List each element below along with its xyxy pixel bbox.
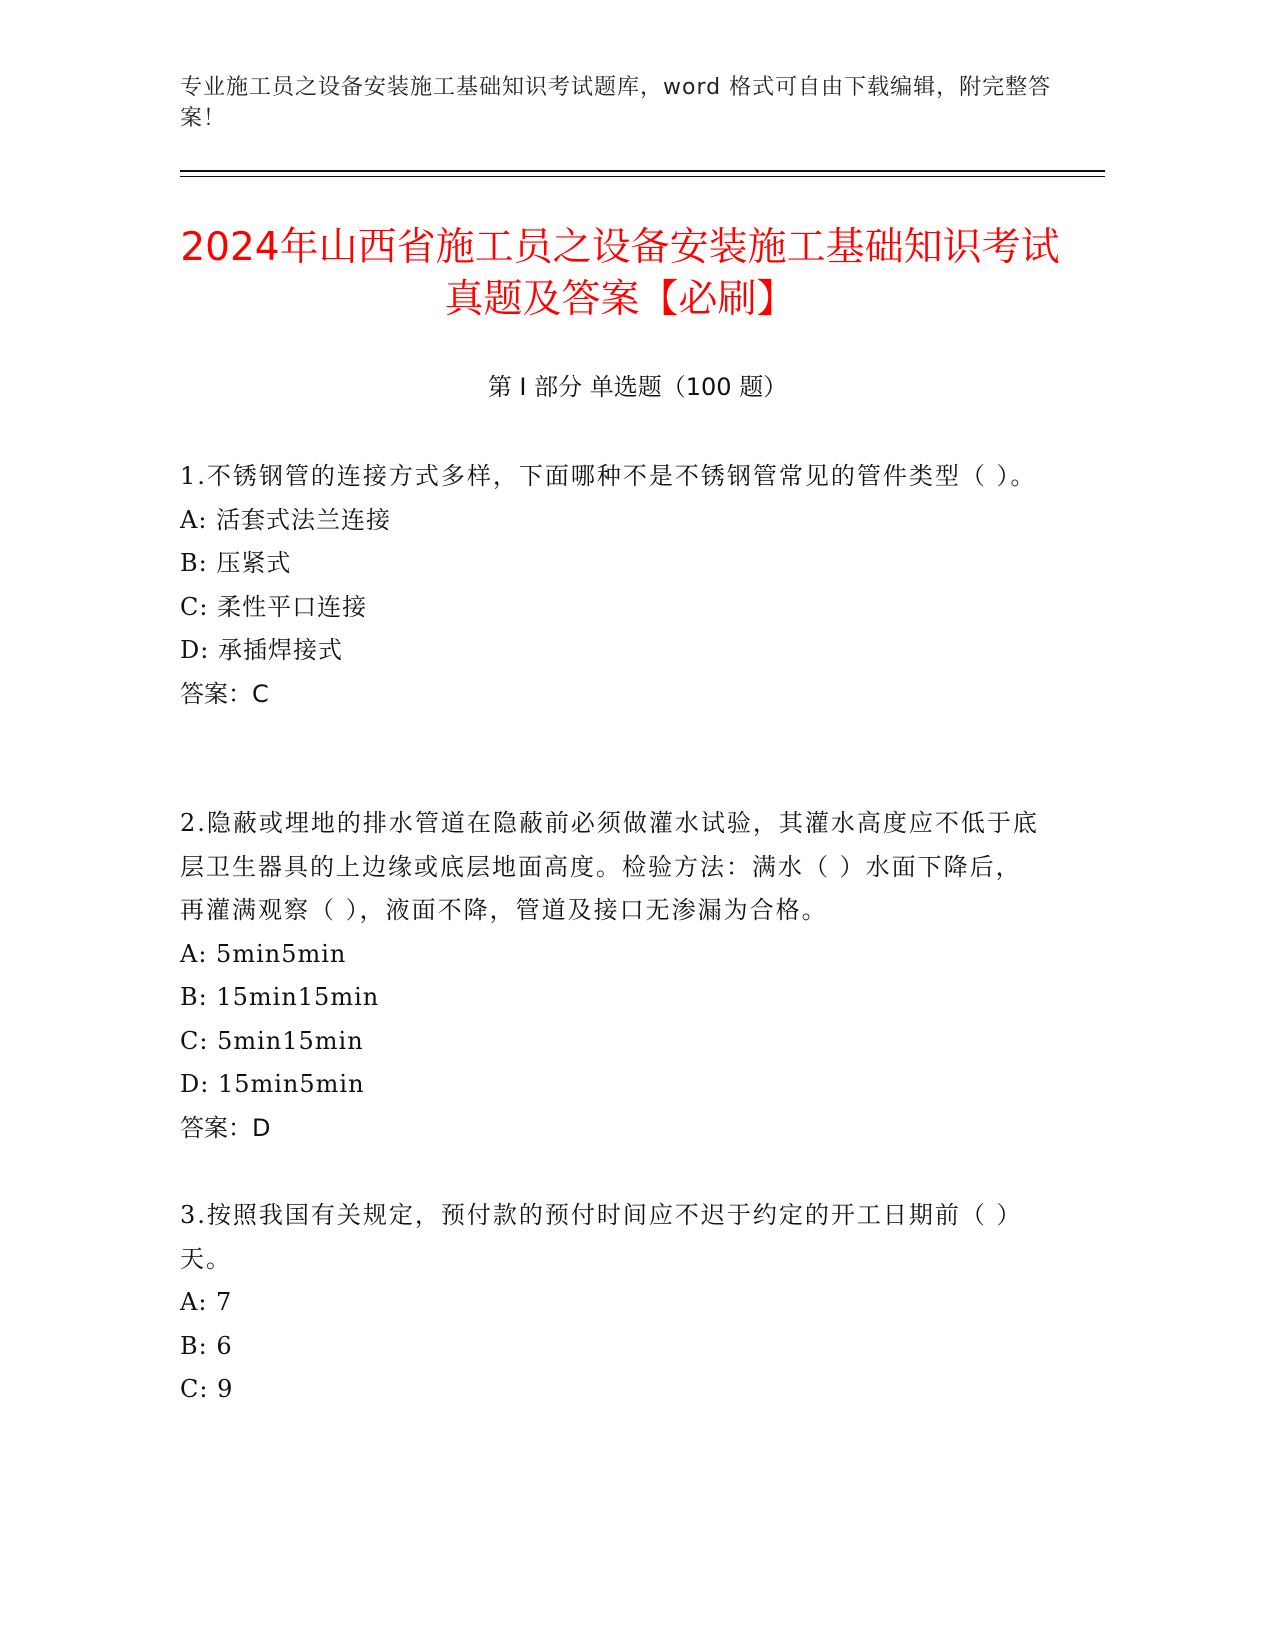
option-d: D: 承插焊接式: [180, 636, 343, 664]
question-1: [180, 455, 1040, 716]
option-a: A: 5min5min: [180, 939, 347, 968]
question-stem: 3.按照我国有关规定，预付款的预付时间应不迟于约定的开工日期前（ ）天。: [180, 1201, 1023, 1273]
question-stem: 1.不锈钢管的连接方式多样，下面哪种不是不锈钢管常见的管件类型（ ）。: [180, 462, 1037, 490]
option-b: B: 6: [180, 1331, 233, 1360]
question-stem: 2.隐蔽或埋地的排水管道在隐蔽前必须做灌水试验，其灌水高度应不低于底层卫生器具的上边缘或底层地面高度。检验方法：满水（ ）水面下降后，再灌满观察（ ），液面不降，管道及接口无渗漏为合格。: [180, 809, 1039, 924]
document-title: 2024年山西省施工员之设备安装施工基础知识考试真题及答案【必刷】: [180, 225, 1060, 322]
option-b: B: 压紧式: [180, 549, 292, 577]
answer-line: 答案：C: [180, 679, 269, 708]
section-heading: 第 I 部分 单选题（100 题）: [487, 373, 788, 401]
header-divider-thin: [180, 176, 1105, 177]
option-c: C: 5min15min: [180, 1026, 364, 1055]
option-a: A: 活套式法兰连接: [180, 505, 392, 534]
option-b: B: 15min15min: [180, 983, 380, 1011]
option-c: C: 柔性平口连接: [180, 592, 368, 621]
option-d: D: 15min5min: [180, 1070, 365, 1098]
header-note: 专业施工员之设备安装施工基础知识考试题库，word 格式可自由下载编辑，附完整答案！: [180, 75, 1052, 131]
header-divider-thick: [180, 170, 1105, 172]
option-c: C: 9: [180, 1375, 234, 1403]
question-3: [180, 1194, 1040, 1412]
answer-line: 答案：D: [180, 1113, 271, 1142]
option-a: A: 7: [180, 1288, 233, 1316]
question-2: [180, 802, 1040, 1150]
